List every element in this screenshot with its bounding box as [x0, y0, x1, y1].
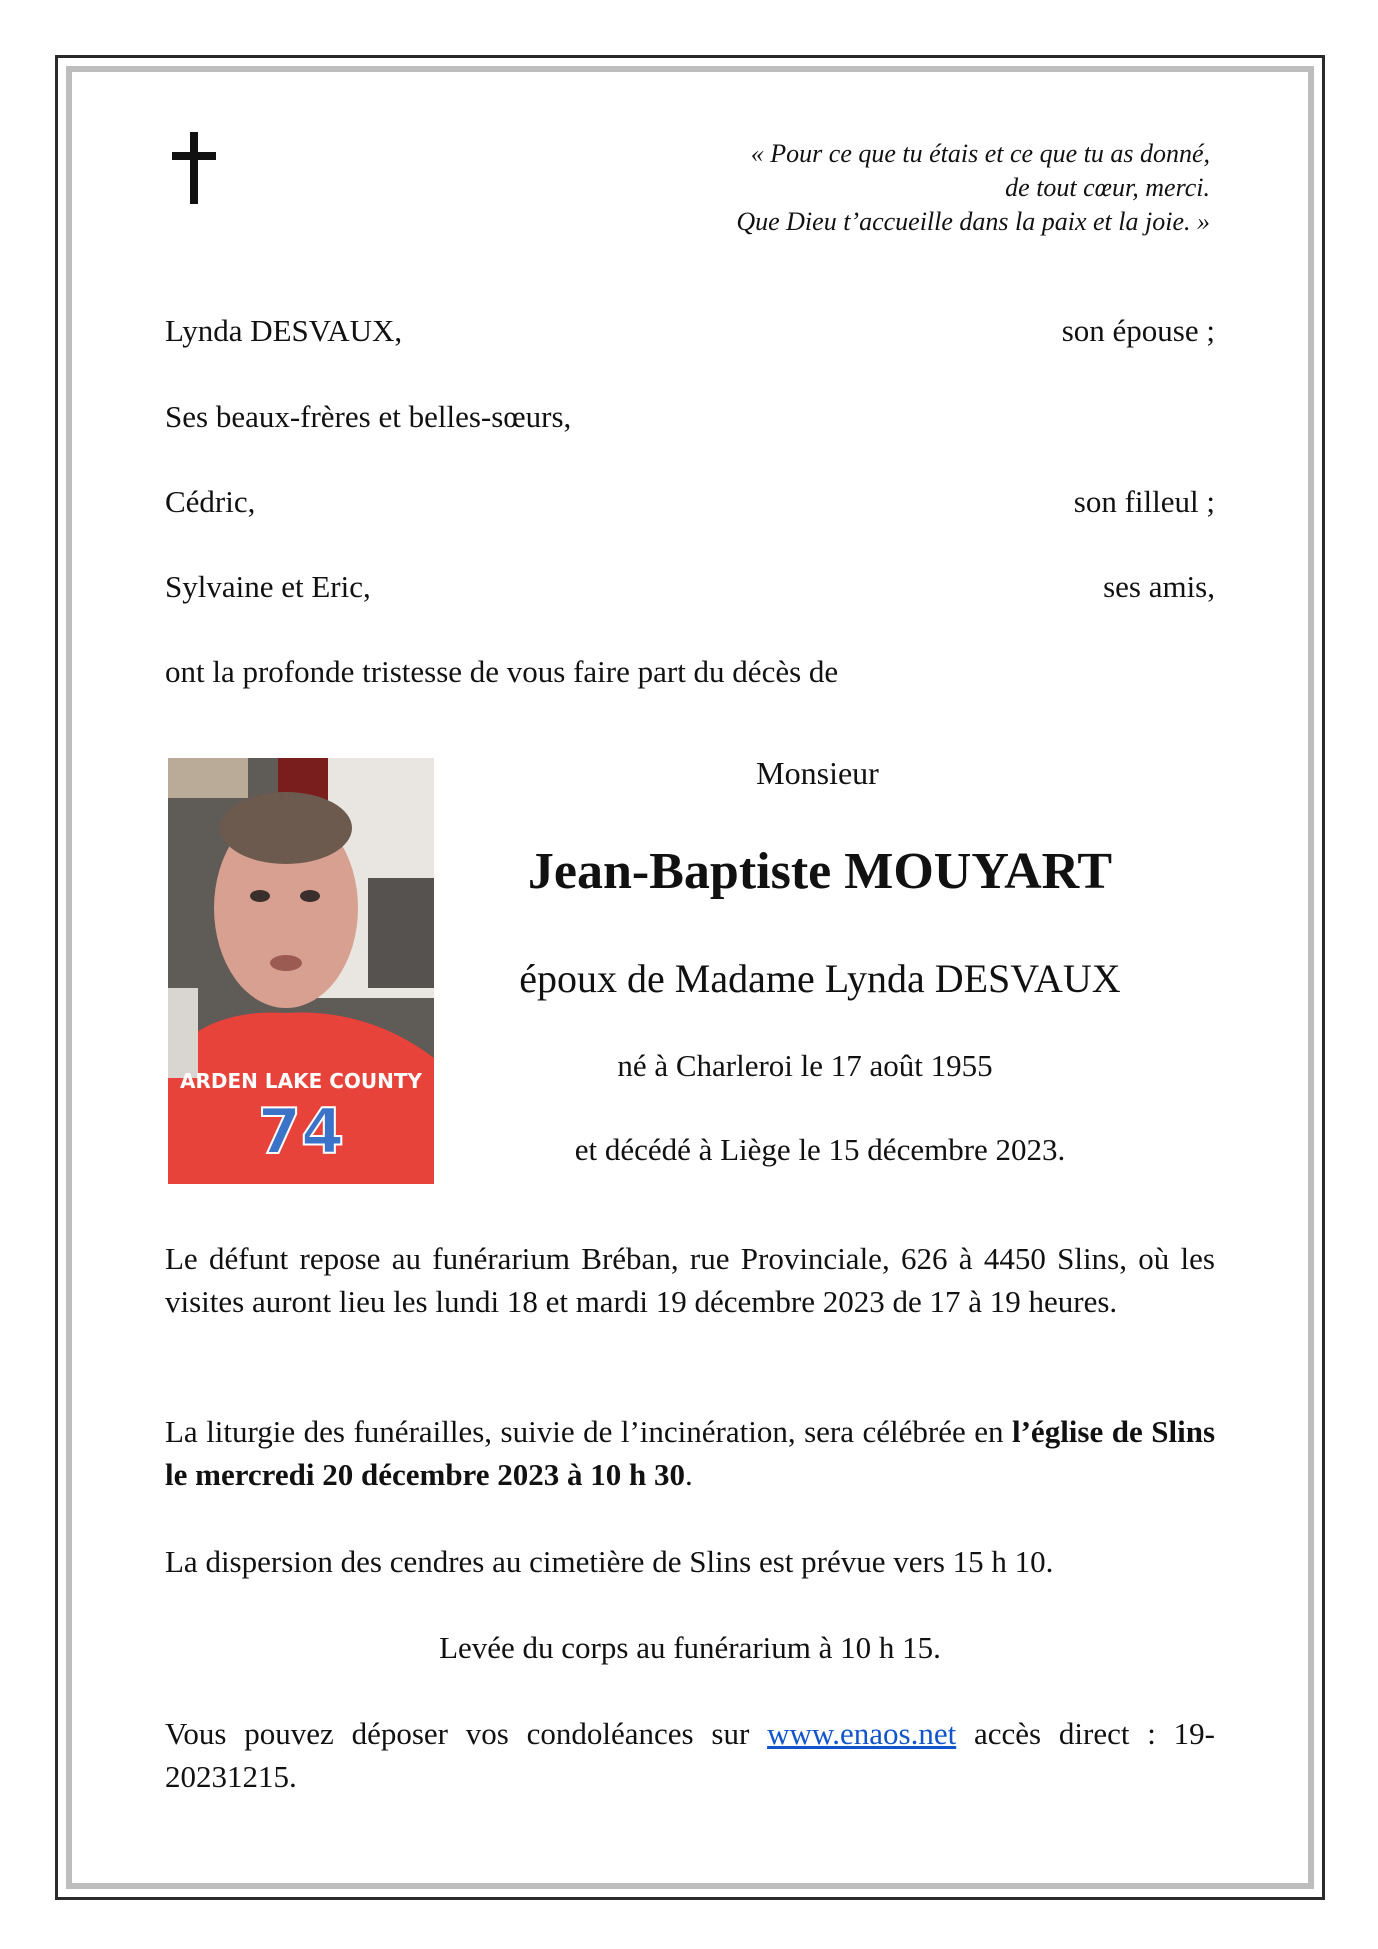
family-name: Lynda DESVAUX, [165, 313, 403, 348]
deceased-name: Jean-Baptiste MOUYART [527, 843, 1113, 900]
levee-line: Levée du corps au funérarium à 10 h 15. [439, 1630, 941, 1665]
family-relation: ses amis, [1103, 569, 1215, 604]
quote-line-1: « Pour ce que tu étais et ce que tu as donné, [750, 139, 1210, 168]
dispersion-paragraph: La dispersion des cendres au cimetière de Slins est prévue vers 15 h 10. [165, 1544, 1054, 1579]
liturgy-paragraph [165, 1410, 1215, 1496]
deceased-spouse: époux de Madame Lynda DESVAUX [519, 956, 1121, 1001]
portrait-photo [168, 758, 434, 1184]
visits-paragraph: Le défunt repose au funérarium Bréban, rue Provinciale, 626 à 4450 Slins, où les visites auront lieu les lundi 18 et mardi 19 décembre 2023 de 17 à 19 heures. [165, 1241, 1215, 1319]
condolences-before: Vous pouvez déposer vos condoléances sur [165, 1716, 768, 1751]
epigraph-quote [736, 137, 1210, 239]
quote-line-3: Que Dieu t’accueille dans la paix et la joie. » [736, 207, 1210, 236]
cross-icon [172, 132, 216, 204]
deceased-title: Monsieur [756, 755, 879, 791]
family-name: Ses beaux-frères et belles-sœurs, [165, 399, 572, 434]
family-relation: son épouse ; [1061, 313, 1215, 348]
deceased-death: et décédé à Liège le 15 décembre 2023. [574, 1132, 1066, 1167]
announcement-text: ont la profonde tristesse de vous faire part du décès de [165, 654, 839, 689]
condolences-paragraph [165, 1712, 1215, 1798]
shirt-text: ARDEN LAKE COUNTY [180, 1069, 422, 1093]
family-name: Sylvaine et Eric, [165, 569, 371, 604]
liturgy-bold: l’église de Slins le mercredi 20 décembre 2023 à 10 h 30 [165, 1414, 1216, 1492]
liturgy-end: . [685, 1457, 693, 1492]
liturgy-text: La liturgie des funérailles, suivie de l’incinération, sera célébrée en [165, 1414, 1012, 1449]
condolences-link[interactable]: www.enaos.net [767, 1716, 957, 1751]
family-relation: son filleul ; [1073, 484, 1215, 519]
quote-line-2: de tout cœur, merci. [1005, 173, 1210, 202]
condolences-after: accès direct : 19-20231215. [165, 1716, 1215, 1794]
deceased-birth: né à Charleroi le 17 août 1955 [617, 1048, 993, 1083]
shirt-number: 74 [257, 1095, 345, 1168]
portrait-image [168, 758, 434, 1184]
family-name: Cédric, [165, 484, 256, 519]
